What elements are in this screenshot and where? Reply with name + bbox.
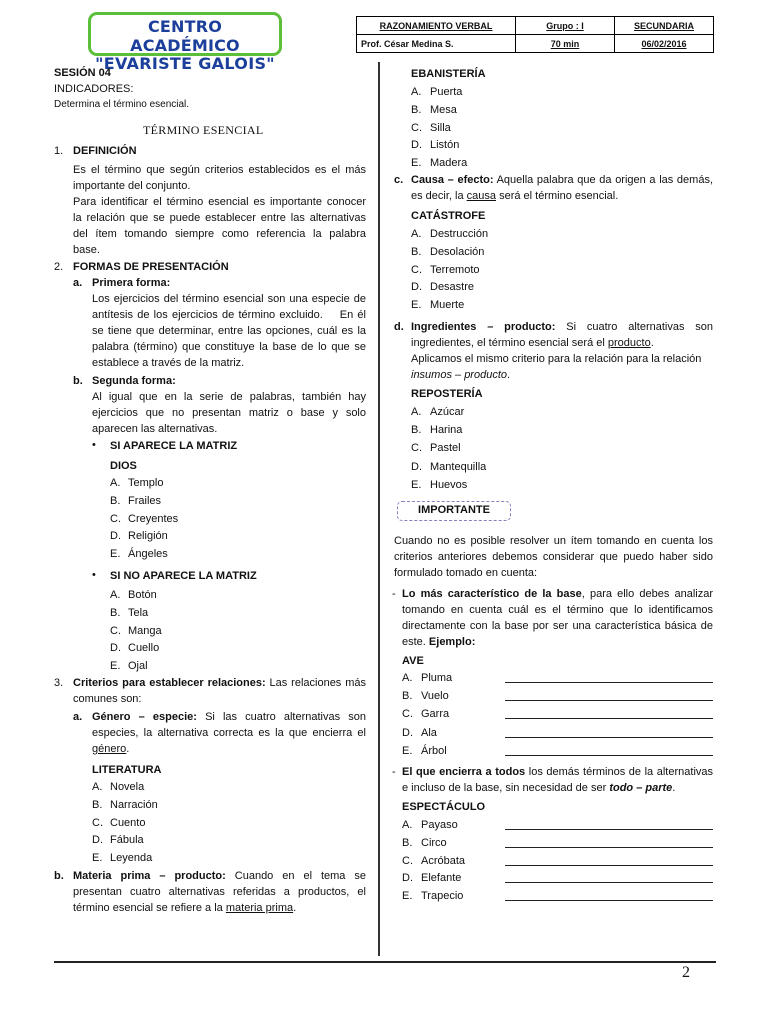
option-text: Terremoto — [430, 263, 480, 276]
dash1-line-2: tomando en cuenta cuál es el término que lo identificamos — [402, 604, 713, 616]
answer-blank-line[interactable] — [505, 829, 713, 830]
option-letter: D. — [411, 139, 422, 152]
criteria-line-1: Criterios para establecer relaciones: Las relaciones más — [73, 677, 366, 689]
ingredientes-line-2: ingredientes, el término esencial será el producto. — [411, 337, 654, 349]
option-letter: C. — [411, 442, 422, 455]
second-form-heading: Segunda forma: — [92, 375, 176, 387]
materia-prima-line-1: Materia prima – producto: Cuando en el tema se — [73, 870, 367, 882]
option-text: Silla — [430, 121, 451, 134]
option-letter: E. — [92, 852, 103, 865]
option-letter: C. — [402, 854, 413, 867]
causa-heading: Causa – efecto: — [411, 174, 494, 186]
ave-title: AVE — [402, 655, 424, 667]
option-letter: A. — [411, 228, 422, 240]
option-text: Narración — [110, 798, 158, 811]
option-text: Cuello — [128, 642, 160, 655]
option-letter: E. — [411, 478, 422, 491]
causa-letter: c. — [394, 174, 404, 186]
bullet-dot-icon: • — [92, 569, 96, 581]
date-cell: 06/02/2016 — [615, 35, 714, 53]
materia-prima-letter: b. — [54, 870, 64, 882]
materia-prima-line-2: presentan cuatro alternativas referidas a productos, el — [73, 886, 366, 898]
option-text: Pastel — [430, 442, 461, 455]
teacher-cell: Prof. César Medina S. — [357, 35, 516, 53]
option-text: Azúcar — [430, 406, 465, 418]
bullet-with-matrix: SI APARECE LA MATRIZ — [110, 440, 238, 452]
option-letter: C. — [110, 624, 121, 637]
option-text: Mesa — [430, 103, 457, 116]
option-text: Ojal — [128, 660, 148, 673]
answer-blank-line[interactable] — [505, 718, 713, 719]
second-form-letter: b. — [73, 375, 83, 387]
level-cell: SECUNDARIA — [615, 17, 714, 35]
indicators-label: INDICADORES: — [54, 83, 134, 95]
option-text: Manga — [128, 624, 162, 637]
duration-cell: 70 min — [516, 35, 615, 53]
option-text: Vuelo — [421, 690, 449, 703]
bullet-dot-icon: • — [92, 439, 96, 451]
course-cell: RAZONAMIENTO VERBAL — [357, 17, 516, 35]
option-text: Novela — [110, 781, 145, 793]
ebanisteria-title: EBANISTERÍA — [411, 68, 486, 80]
option-text: Puerta — [430, 86, 463, 98]
option-letter: A. — [402, 672, 413, 684]
logo-line-1: CENTRO ACADÉMICO — [130, 17, 240, 55]
option-text: Circo — [421, 836, 447, 849]
dash1-line-4: este. Ejemplo: — [402, 636, 476, 648]
answer-blank-line[interactable] — [505, 847, 713, 848]
ingredientes-heading: Ingredientes – producto: — [411, 321, 556, 333]
page-number: 2 — [682, 964, 690, 981]
option-letter: B. — [402, 836, 413, 849]
option-text: Religión — [128, 530, 168, 543]
option-letter: B. — [411, 424, 422, 437]
option-text: Elefante — [421, 872, 462, 885]
academy-logo — [88, 12, 282, 73]
answer-blank-line[interactable] — [505, 755, 713, 756]
option-text: Muerte — [430, 299, 465, 312]
option-letter: C. — [110, 512, 121, 525]
reposteria-title: REPOSTERÍA — [411, 388, 483, 400]
dios-title: DIOS — [110, 460, 137, 472]
option-text: Frailes — [128, 494, 162, 507]
criteria-heading: Criterios para establecer relaciones: — [73, 677, 266, 689]
option-letter: D. — [92, 834, 103, 847]
option-letter: C. — [402, 708, 413, 721]
ingredientes-line-4: insumos – producto. — [411, 369, 511, 381]
header-table — [356, 16, 714, 53]
option-text: Huevos — [430, 478, 468, 491]
option-letter: D. — [411, 281, 422, 294]
logo-line-2: "EVARISTE GALOIS" — [95, 54, 275, 73]
option-text: Tela — [128, 606, 149, 619]
dash-icon: - — [392, 588, 396, 600]
page-title: TÉRMINO ESENCIAL — [143, 123, 264, 137]
genero-letter: a. — [73, 711, 83, 723]
option-letter: E. — [110, 548, 121, 561]
option-text: Harina — [430, 424, 463, 437]
answer-blank-line[interactable] — [505, 865, 713, 866]
option-text: Pluma — [421, 672, 453, 684]
option-text: Listón — [430, 139, 460, 152]
option-letter: E. — [402, 890, 413, 903]
option-text: Acróbata — [421, 854, 466, 867]
option-letter: B. — [411, 245, 422, 258]
answer-blank-line[interactable] — [505, 737, 713, 738]
option-text: Ángeles — [128, 548, 168, 561]
session-label: SESIÓN 04 — [54, 67, 111, 79]
option-letter: D. — [110, 642, 121, 655]
option-letter: A. — [402, 819, 413, 831]
option-letter: D. — [110, 530, 121, 543]
option-text: Payaso — [421, 819, 458, 831]
forms-heading: FORMAS DE PRESENTACIÓN — [73, 261, 229, 273]
indicator-text: Determina el término esencial. — [54, 99, 190, 110]
first-form-heading: Primera forma: — [92, 277, 171, 289]
dash2-line-2: e incluso de la base, sin necesidad de ser todo – parte. — [402, 782, 676, 794]
genero-line-2: especies, la alternativa correcta es la que encierra el — [92, 727, 366, 739]
option-letter: D. — [402, 726, 413, 739]
answer-blank-line[interactable] — [505, 682, 713, 683]
catastrofe-title: CATÁSTROFE — [411, 210, 486, 222]
option-letter: A. — [411, 406, 422, 418]
option-letter: D. — [402, 872, 413, 885]
causa-line-2: es decir, la causa será el término esencial. — [411, 190, 619, 202]
forms-number: 2. — [54, 261, 64, 273]
option-letter: C. — [411, 121, 422, 134]
espectaculo-title: ESPECTÁCULO — [402, 801, 486, 813]
option-text: Botón — [128, 589, 157, 601]
materia-prima-heading: Materia prima – producto: — [73, 870, 226, 882]
option-letter: D. — [411, 460, 422, 473]
dash1-line-1: Lo más característico de la base, para ello debes analizar — [402, 588, 713, 600]
option-letter: B. — [411, 103, 422, 116]
option-letter: E. — [411, 157, 422, 170]
important-box: IMPORTANTE — [397, 501, 511, 521]
option-text: Ala — [421, 726, 437, 739]
option-letter: B. — [402, 690, 413, 703]
footer-rule — [54, 961, 716, 963]
option-text: Templo — [128, 477, 164, 489]
option-text: Madera — [430, 157, 468, 170]
causa-line-1: Causa – efecto: Aquella palabra que da origen a las demás, — [411, 174, 714, 186]
option-text: Creyentes — [128, 512, 179, 525]
genero-heading: Género – especie: — [92, 711, 197, 723]
option-letter: E. — [110, 660, 121, 673]
option-letter: E. — [411, 299, 422, 312]
genero-line-3: género. — [92, 743, 130, 755]
option-text: Mantequilla — [430, 460, 487, 473]
option-text: Fábula — [110, 834, 144, 847]
ingredientes-letter: d. — [394, 321, 404, 333]
option-letter: B. — [110, 494, 121, 507]
definition-heading: DEFINICIÓN — [73, 145, 137, 157]
option-text: Garra — [421, 708, 450, 721]
genero-line-1: Género – especie: Si las cuatro alternativas son — [92, 711, 366, 723]
criteria-line-2: comunes son: — [73, 693, 142, 705]
option-text: Leyenda — [110, 852, 153, 865]
option-letter: A. — [110, 477, 121, 489]
option-letter: B. — [110, 606, 121, 619]
answer-blank-line[interactable] — [505, 900, 713, 901]
dash1-line-3: directamente con la base por ser una característica básica de — [402, 620, 713, 632]
option-text: Destrucción — [430, 228, 489, 240]
criteria-number: 3. — [54, 677, 64, 689]
option-letter: B. — [92, 798, 103, 811]
ingredientes-line-1: Ingredientes – producto: Si cuatro alternativas son — [411, 321, 714, 333]
dash2-heading: El que encierra a todos — [402, 766, 526, 778]
option-text: Desolación — [430, 245, 485, 258]
dash2-line-1: El que encierra a todos los demás términos de la alternativas — [402, 766, 714, 778]
option-text: Árbol — [421, 744, 447, 757]
answer-blank-line[interactable] — [505, 700, 713, 701]
ingredientes-line-3: Aplicamos el mismo criterio para la relación para la relación — [411, 353, 702, 365]
column-divider — [378, 62, 380, 956]
dash-icon: - — [392, 766, 396, 778]
option-text: Trapecio — [421, 890, 464, 903]
option-letter: C. — [411, 263, 422, 276]
definition-number: 1. — [54, 145, 64, 157]
group-cell: Grupo : I — [516, 17, 615, 35]
option-letter: C. — [92, 816, 103, 829]
option-text: Cuento — [110, 816, 146, 829]
literatura-title: LITERATURA — [92, 764, 162, 776]
option-text: Desastre — [430, 281, 475, 294]
option-letter: E. — [402, 744, 413, 757]
bullet-without-matrix: SI NO APARECE LA MATRIZ — [110, 570, 257, 582]
dash1-heading: Lo más característico de la base — [402, 588, 582, 600]
first-form-letter: a. — [73, 277, 83, 289]
option-letter: A. — [411, 86, 422, 98]
option-letter: A. — [110, 589, 121, 601]
option-letter: A. — [92, 781, 103, 793]
answer-blank-line[interactable] — [505, 882, 713, 883]
materia-prima-line-3: término esencial se refiere a la materia prima. — [73, 902, 297, 914]
